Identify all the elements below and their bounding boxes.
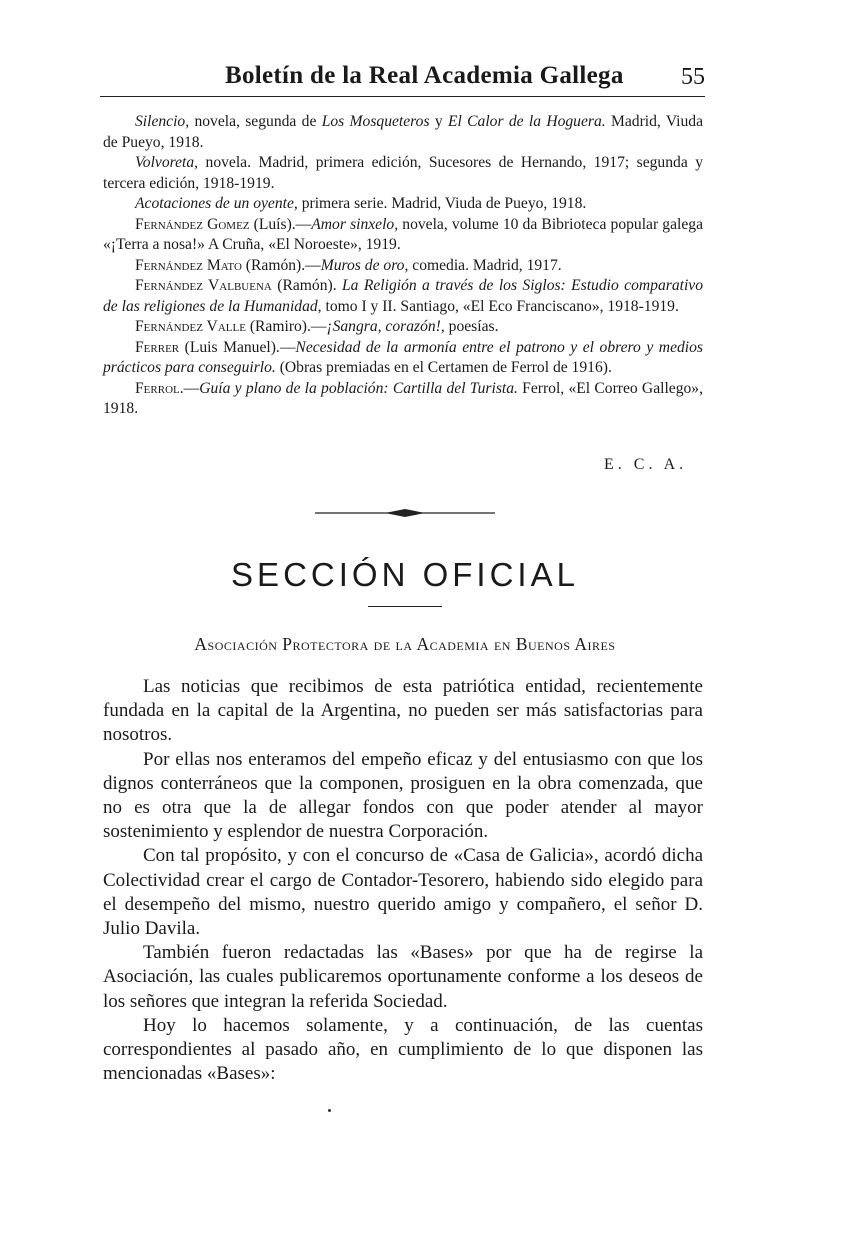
work-title: Volvoreta, — [135, 154, 199, 171]
work-title: Acotaciones de un oyente, — [135, 195, 298, 212]
paragraph: Con tal propósito, y con el concurso de «Casa de Galicia», acordó dicha Colectividad crear el cargo de Contador-Tesorero, habiendo sido elegido para el desempeño del mismo, nuestro querido amigo y compañero, el señor D. Julio Davila. — [103, 845, 703, 940]
bib-entry — [103, 338, 703, 379]
work-title: Guía y plano de la población: Cartilla del Turista. — [199, 379, 518, 397]
paragraph: Las noticias que recibimos de esta patriótica entidad, recientemente fundada en la capital de la Argentina, no pueden ser más satisfactorias para nosotros. — [103, 676, 703, 746]
bib-entry — [103, 153, 703, 194]
bibliography-list — [103, 112, 703, 420]
author-initials: E. C. A. — [604, 456, 688, 473]
body-text — [103, 675, 703, 1086]
author-name: Ferrol. — [135, 379, 184, 397]
running-header — [100, 60, 705, 97]
author-name: Fernández Mato — [135, 256, 242, 274]
entry-text: comedia. Madrid, 1917. — [408, 256, 562, 274]
author-name: Ferrer — [135, 338, 180, 356]
page-number: 55 — [681, 64, 705, 90]
entry-text: novela, segunda de — [189, 113, 322, 130]
bib-entry — [103, 112, 703, 153]
bib-entry — [103, 276, 703, 317]
journal-title: Boletín de la Real Academia Gallega — [225, 62, 624, 89]
work-title: La Religión a través de los Siglos: Estudio comparativo de las religiones de la Humanidad, — [103, 277, 703, 315]
paragraph: Por ellas nos enteramos del empeño eficaz y del entusiasmo con que los dignos conterráneos que la componen, prosiguen en la obra comenzada, que no es otra que la de allegar fondos con que poder atender al mayor sostenimiento y esplendor de nuestra Corporación. — [103, 748, 703, 843]
entry-text: — — [183, 379, 200, 397]
work-title: Muros de oro, — [320, 256, 409, 274]
entry-text: (Luis Manuel).— — [179, 338, 296, 356]
entry-text: (Luís).— — [249, 215, 312, 233]
bib-entry — [103, 194, 703, 215]
paragraph: Hoy lo hacemos solamente, y a continuación, de las cuentas correspondientes al pasado año, en cumplimiento de lo que disponen las mencionadas «Bases»: — [103, 1014, 703, 1085]
work-title: ¡Sangra, corazón!, — [326, 318, 445, 335]
entry-text: y — [429, 113, 448, 130]
author-name: Fernández Valbuena — [135, 277, 272, 294]
entry-text: (Ramiro).— — [245, 318, 327, 335]
entry-text: (Ramón).— — [241, 256, 321, 274]
work-title: El Calor de la Hoguera. — [447, 113, 606, 130]
entry-text: (Obras premiadas en el Certamen de Ferrol de 1916). — [275, 359, 612, 376]
bib-entry — [103, 215, 703, 256]
entry-text: novela, volume 10 da Bibrioteca popular galega «¡Terra a nosa!» A Cruña, «El Noroeste», 1919. — [103, 215, 703, 253]
entry-text: novela. Madrid, primera edición, Sucesores de Hernando, 1917; segunda y tercera edición, 1918-1919. — [103, 154, 703, 192]
fleuron-divider-icon — [315, 506, 495, 520]
entry-text: Ferrol, «El Correo Gallego», 1918. — [103, 379, 703, 417]
entry-text: tomo I y II. Santiago, «El Eco Franciscano», 1918-1919. — [321, 297, 679, 315]
work-title: Los Mosqueteros — [321, 113, 430, 130]
paragraph: También fueron redactadas las «Bases» por que ha de regirse la Asociación, las cuales publicaremos oportunamente conforme a los deseos de los señores que integran la referida Sociedad. — [103, 942, 703, 1012]
entry-text: (Ramón). — [271, 277, 342, 294]
bib-entry — [103, 256, 703, 277]
ink-speck — [328, 1109, 331, 1112]
section-subheading: Asociación Protectora de la Academia en Buenos Aires — [194, 634, 616, 654]
work-title: Amor sinxelo, — [311, 215, 399, 233]
work-title: Silencio, — [135, 113, 190, 130]
section-title: SECCIÓN OFICIAL — [231, 556, 579, 593]
work-title: Necesidad de la armonía entre el patrono y el obrero y medios prácticos para conseguirlo. — [103, 338, 703, 376]
entry-text: Madrid, Viuda de Pueyo, 1918. — [103, 113, 703, 151]
entry-text: poesías. — [444, 318, 499, 335]
bib-entry — [103, 317, 703, 338]
author-name: Fernández Gomez — [135, 215, 250, 233]
title-rule — [368, 606, 442, 607]
author-name: Fernández Valle — [135, 318, 246, 335]
bib-entry — [103, 379, 703, 420]
entry-text: primera serie. Madrid, Viuda de Pueyo, 1918. — [297, 195, 587, 212]
